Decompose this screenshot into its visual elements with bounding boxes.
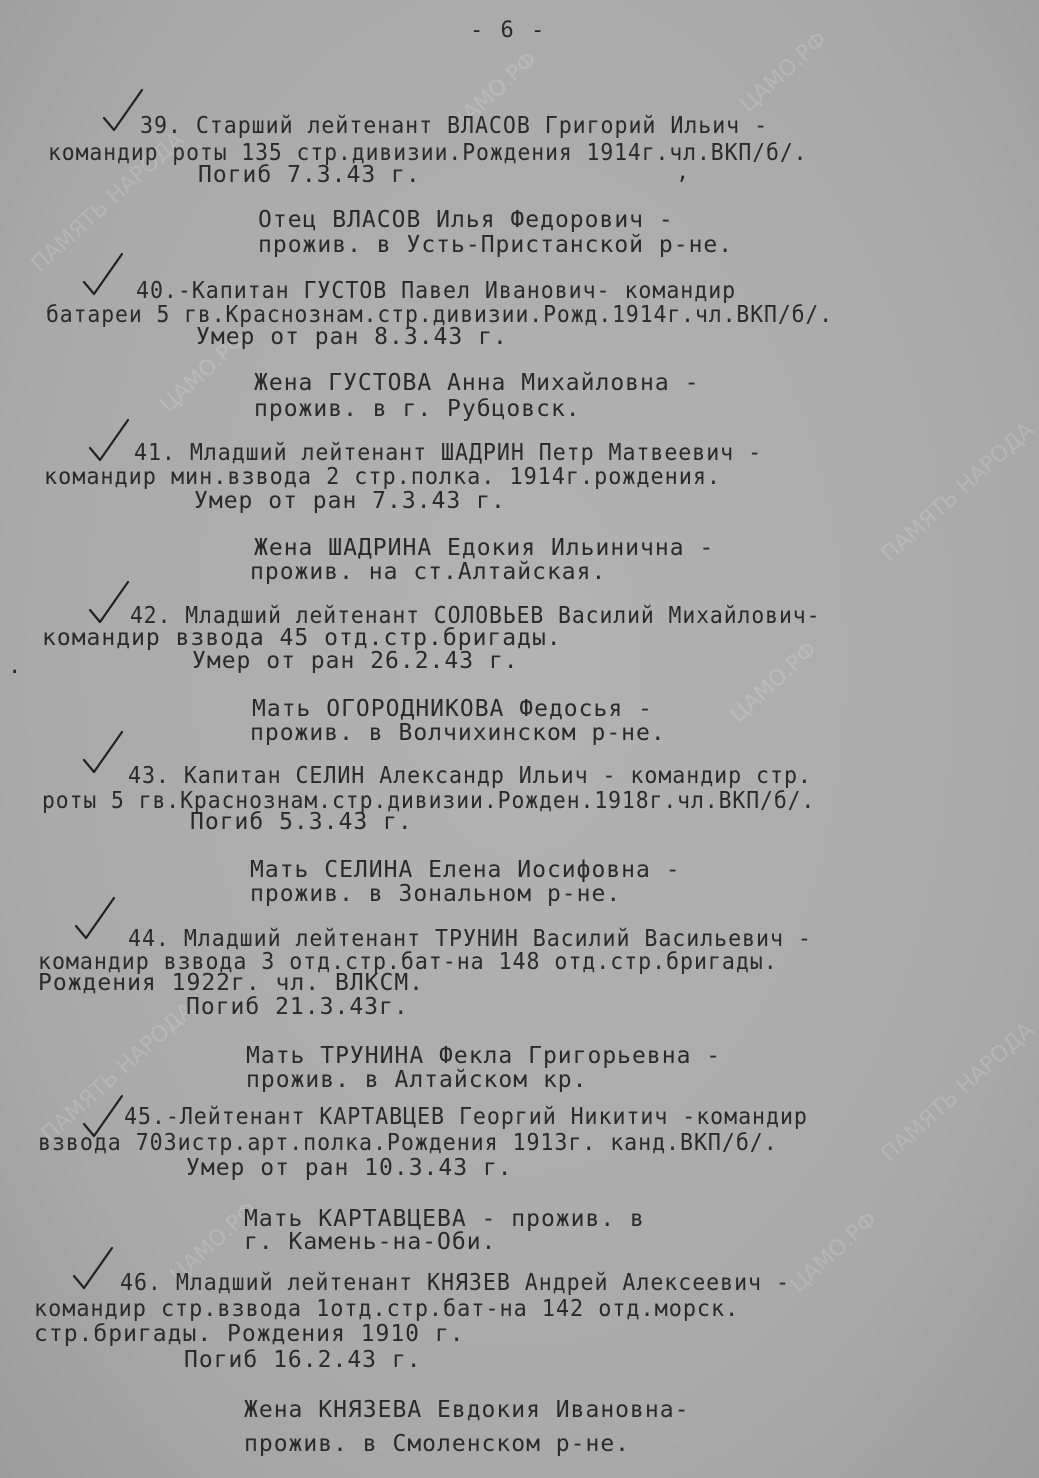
checkmark-icon (80, 730, 126, 774)
entry-39-line-1: 39. Старший лейтенант ВЛАСОВ Григорий Ильич - (140, 113, 769, 139)
checkmark-icon (70, 1246, 116, 1290)
entry-40-relative-1: Жена ГУСТОВА Анна Михайловна - (254, 370, 700, 396)
ink-mark: , (676, 160, 690, 185)
watermark-text: ПАМЯТЬ НАРОДА (36, 997, 200, 1148)
entry-42-relative-2: прожив. в Волчихинском р-не. (250, 720, 666, 746)
entry-39-line-2: командир роты 135 стр.дивизии.Рождения 1914г.чл.ВКП/б/. (48, 140, 808, 166)
watermark-text: ЦАМО.РФ (165, 1197, 263, 1288)
page-number: - 6 - (470, 18, 547, 43)
entry-43-line-2: роты 5 гв.Краснознам.стр.дивизии.Рожден.1918г.чл.ВКП/б/. (42, 788, 816, 814)
entry-44-line-1: 44. Младший лейтенант ТРУНИН Василий Васильевич - (128, 926, 812, 952)
checkmark-icon (86, 580, 132, 624)
watermark-text: ЦАМО.РФ (445, 47, 543, 138)
entry-39-line-3: Погиб 7.3.43 г. (198, 162, 421, 188)
entry-42-line-1: 42. Младший лейтенант СОЛОВЬЕВ Василий Михайлович- (130, 603, 821, 629)
entry-40-line-2: батареи 5 гв.Краснознам.стр.дивизии.Рожд.1914г.чл.ВКП/б/. (46, 302, 834, 328)
watermark-text: ПАМЯТЬ НАРОДА (876, 417, 1039, 568)
entry-40-line-1: 40.-Капитан ГУСТОВ Павел Иванович- командир (136, 278, 737, 304)
watermark-text: ПАМЯТЬ НАРОДА (26, 127, 190, 278)
entry-44-relative-1: Мать ТРУНИНА Фекла Григорьевна - (246, 1043, 722, 1069)
checkmark-icon (86, 418, 132, 462)
entry-44-line-4: Погиб 21.3.43г. (186, 994, 409, 1020)
entry-40-relative-2: прожив. в г. Рубцовск. (254, 396, 581, 422)
entry-46-line-1: 46. Младший лейтенант КНЯЗЕВ Андрей Алексеевич - (120, 1270, 790, 1296)
entry-42-line-2: командир взвода 45 отд.стр.бригады. (42, 625, 562, 651)
entry-45-relative-1: Мать КАРТАВЦЕВА - прожив. в (244, 1206, 645, 1232)
entry-45-relative-2: г. Камень-на-Оби. (244, 1229, 497, 1255)
checkmark-icon (80, 252, 126, 296)
entry-39-relative-2: прожив. в Усть-Пристанской р-не. (258, 232, 734, 258)
watermark-text: ЦАМО.РФ (725, 637, 823, 728)
entry-43-line-1: 43. Капитан СЕЛИН Александр Ильич - командир стр. (128, 763, 812, 789)
entry-40-line-3: Умер от ран 8.3.43 г. (196, 324, 508, 350)
entry-46-line-3: стр.бригады. Рождения 1910 г. (34, 1321, 465, 1347)
entry-43-relative-2: прожив. в Зональном р-не. (250, 881, 622, 907)
entry-43-line-3: Погиб 5.3.43 г. (190, 809, 413, 835)
entry-43-relative-1: Мать СЕЛИНА Елена Иосифовна - (250, 857, 681, 883)
ink-mark: · (8, 660, 22, 685)
entry-39-relative-1: Отец ВЛАСОВ Илья Федорович - (258, 207, 674, 233)
entry-41-relative-2: прожив. на ст.Алтайская. (250, 559, 607, 585)
watermark-text: ЦАМО.РФ (735, 27, 833, 118)
watermark-text: ЦАМО.РФ (785, 1207, 883, 1298)
entry-44-line-3: Рождения 1922г. чл. ВЛКСМ. (38, 970, 425, 996)
entry-46-relative-1: Жена КНЯЗЕВА Евдокия Ивановна- (244, 1397, 690, 1423)
entry-42-relative-1: Мать ОГОРОДНИКОВА Федосья - (252, 696, 653, 722)
watermark-text: ЦАМО.РФ (155, 327, 253, 418)
watermark-text: ПАМЯТЬ НАРОДА (876, 1017, 1039, 1168)
entry-45-line-3: Умер от ран 10.3.43 г. (186, 1155, 513, 1181)
entry-41-line-3: Умер от ран 7.3.43 г. (194, 488, 506, 514)
entry-44-relative-2: прожив. в Алтайском кр. (246, 1067, 588, 1093)
entry-41-relative-1: Жена ШАДРИНА Едокия Ильинична - (254, 535, 715, 561)
entry-46-line-4: Погиб 16.2.43 г. (184, 1347, 422, 1373)
entry-45-line-1: 45.-Лейтенант КАРТАВЦЕВ Георгий Никитич -командир (124, 1104, 808, 1130)
checkmark-icon (72, 896, 118, 940)
entry-42-line-3: Умер от ран 26.2.43 г. (192, 648, 519, 674)
entry-45-line-2: взвода 703истр.арт.полка.Рождения 1913г. канд.ВКП/б/. (38, 1130, 778, 1156)
entry-46-relative-2: прожив. в Смоленском р-не. (244, 1431, 631, 1457)
entry-41-line-1: 41. Младший лейтенант ШАДРИН Петр Матвеевич - (134, 440, 763, 466)
entry-46-line-2: командир стр.взвода 1отд.стр.бат-на 142 отд.морск. (34, 1296, 740, 1322)
entry-44-line-2: командир взвода 3 отд.стр.бат-на 148 отд.стр.бригады. (38, 949, 778, 975)
entry-41-line-2: командир мин.взвода 2 стр.полка. 1914г.рождения. (44, 464, 722, 490)
